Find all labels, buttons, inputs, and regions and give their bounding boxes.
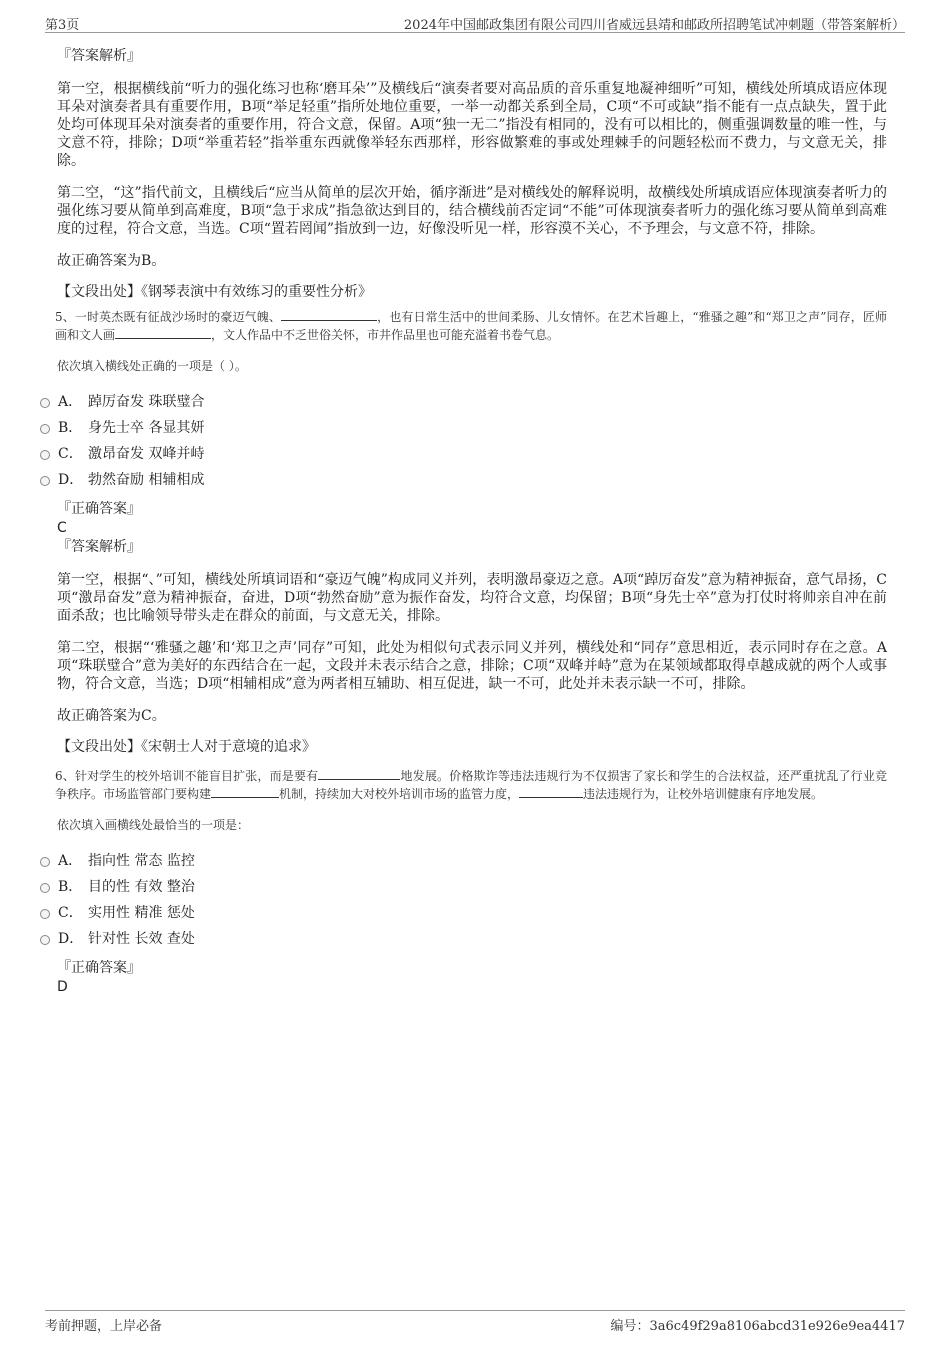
page-number: 第3页: [45, 18, 80, 33]
q6-prompt: 依次填入画横线处最恰当的一项是：: [57, 818, 250, 832]
q5-analysis-p1: 第一空，根据“、”可知，横线处所填词语和“豪迈气魄”构成同义并列，表明激昂豪迈之意。A项“踔厉奋发”意为精神振奋，意气昂扬，C项“激昂奋发”意为精神振奋，奋进，D项“勃然奋励”意为振作奋发，均符合文意，均保留；B项“身先士卒”意为打仗时将帅亲自冲在前面杀敌；也比喻领导带头走在群众的前面，与文意无关，排除。: [57, 572, 887, 624]
q4-conclusion: 故正确答案为B。: [57, 253, 166, 269]
radio-button[interactable]: [40, 909, 50, 919]
q6-stem: 6、针对学生的校外培训不能盲目扩张，而是要有 地发展。价格欺诈等违法违规行为不仅损害了家长和学生的合法权益，还严重扰乱了行业竞争秩序。市场监管部门要构建 机制，持续加大对校外培训市场的监管力度， 违法违规行为，让校外培训健康有序地发展。: [55, 769, 887, 801]
q4-analysis-p2: 第二空，“这”指代前文，且横线后“应当从简单的层次开始，循序渐进”是对横线处的解释说明，故横线处所填成语应体现演奏者听力的强化练习要从简单到高难度，B项“急于求成”指急欲达到目的，结合横线前否定词“不能”可体现演奏者听力的强化练习要从简单到高难度的过程，符合文意，当选。C项“置若罔闻”指放到一边，好像没听见一样，形容漠不关心，不予理会，与文意不符，排除。: [57, 185, 887, 237]
radio-button[interactable]: [40, 857, 50, 867]
q6-blank-2: [211, 785, 279, 798]
q6-blank-1: [318, 767, 400, 780]
q5-option-c[interactable]: C． 激昂奋发 双峰并峙: [0, 441, 887, 467]
q5-option-d[interactable]: D． 勃然奋励 相辅相成: [0, 467, 887, 493]
q5-blank-1: [281, 308, 377, 321]
q5-stem: [55, 308, 887, 344]
q5-blank-2: [115, 326, 211, 339]
q5-answer: C: [57, 520, 67, 536]
q5-analysis-tag: 『答案解析』: [57, 539, 141, 555]
q5-option-a[interactable]: A． 踔厉奋发 珠联璧合: [0, 389, 887, 415]
q4-analysis-p1: 第一空，根据横线前“听力的强化练习也称‘磨耳朵’”及横线后“演奏者要对高品质的音乐重复地凝神细听”可知，横线处所填成语应体现耳朵对演奏者具有重要作用，B项“举足轻重”指所处地位重要，一举一动都关系到全局，C项“不可或缺”指不能有一点点缺失，置于此处均可体现耳朵对演奏者的重要作用，符合文意，保留。A项“独一无二”指没有相同的，没有可以相比的，侧重强调数量的唯一性，与文意不符，排除；D项“举重若轻”指举重东西就像举轻东西那样，形容做繁难的事或处理棘手的问题轻松而不费力，与文意无关，排除。: [57, 81, 887, 169]
q6-option-c[interactable]: C． 实用性 精准 惩处: [0, 900, 887, 926]
q5-source: 【文段出处】《宋朝士人对于意境的追求》: [57, 739, 316, 755]
q5-answer-tag: 『正确答案』: [57, 501, 141, 517]
radio-button[interactable]: [40, 398, 50, 408]
q6-options: [0, 848, 887, 952]
document-title: 2024年中国邮政集团有限公司四川省威远县靖和邮政所招聘笔试冲刺题（带答案解析）: [403, 18, 905, 33]
q5-stem-c: ，文人作品中不乏世俗关怀，市井作品里也可能充溢着书卷气息。: [211, 328, 560, 342]
q5-analysis-p2: 第二空，根据“‘雅骚之趣’和‘郑卫之声’同存”可知，此处为相似句式表示同义并列，横线处和“同存”意思相近，表示同时存在之意。A项“珠联璧合”意为美好的东西结合在一起，文段并未表示结合之意，排除；C项“双峰并峙”意为在某领域都取得卓越成就的两个人或事物，符合文意，当选；D项“相辅相成”意为两者相互辅助、相互促进，缺一不可，此处并未表示缺一不可，排除。: [57, 640, 887, 692]
q5-prompt: 依次填入横线处正确的一项是（ ）。: [57, 359, 247, 373]
radio-button[interactable]: [40, 450, 50, 460]
q5-conclusion: 故正确答案为C。: [57, 708, 166, 724]
q6-option-d[interactable]: D． 针对性 长效 查处: [0, 926, 887, 952]
document-id: 编号：3a6c49f29a8106abcd31e926e9ea4417: [610, 1319, 905, 1334]
q5-option-b[interactable]: B． 身先士卒 各显其妍: [0, 415, 887, 441]
radio-button[interactable]: [40, 424, 50, 434]
q6-option-b[interactable]: B． 目的性 有效 整治: [0, 874, 887, 900]
q6-option-a[interactable]: A． 指向性 常态 监控: [0, 848, 887, 874]
radio-button[interactable]: [40, 935, 50, 945]
q6-answer: D: [57, 979, 68, 995]
q4-analysis-tag: 『答案解析』: [57, 48, 141, 64]
q4-source: 【文段出处】《钢琴表演中有效练习的重要性分析》: [57, 284, 372, 300]
q5-stem-b: ，也有日常生活中的世间柔肠、儿女情怀。在艺术旨趣上，“雅骚之趣”和“郑卫之声”同存，匠师画和文人画: [55, 310, 887, 342]
footer-slogan: 考前押题，上岸必备: [45, 1319, 163, 1334]
page-header: [45, 12, 905, 33]
q6-answer-tag: 『正确答案』: [57, 960, 141, 976]
page-footer: [45, 1310, 905, 1333]
q6-blank-3: [519, 785, 583, 798]
page-content: [57, 46, 887, 996]
q5-stem-a: 5、一时英杰既有征战沙场时的豪迈气魄、: [55, 310, 281, 324]
q5-options: [0, 389, 887, 493]
radio-button[interactable]: [40, 883, 50, 893]
radio-button[interactable]: [40, 476, 50, 486]
